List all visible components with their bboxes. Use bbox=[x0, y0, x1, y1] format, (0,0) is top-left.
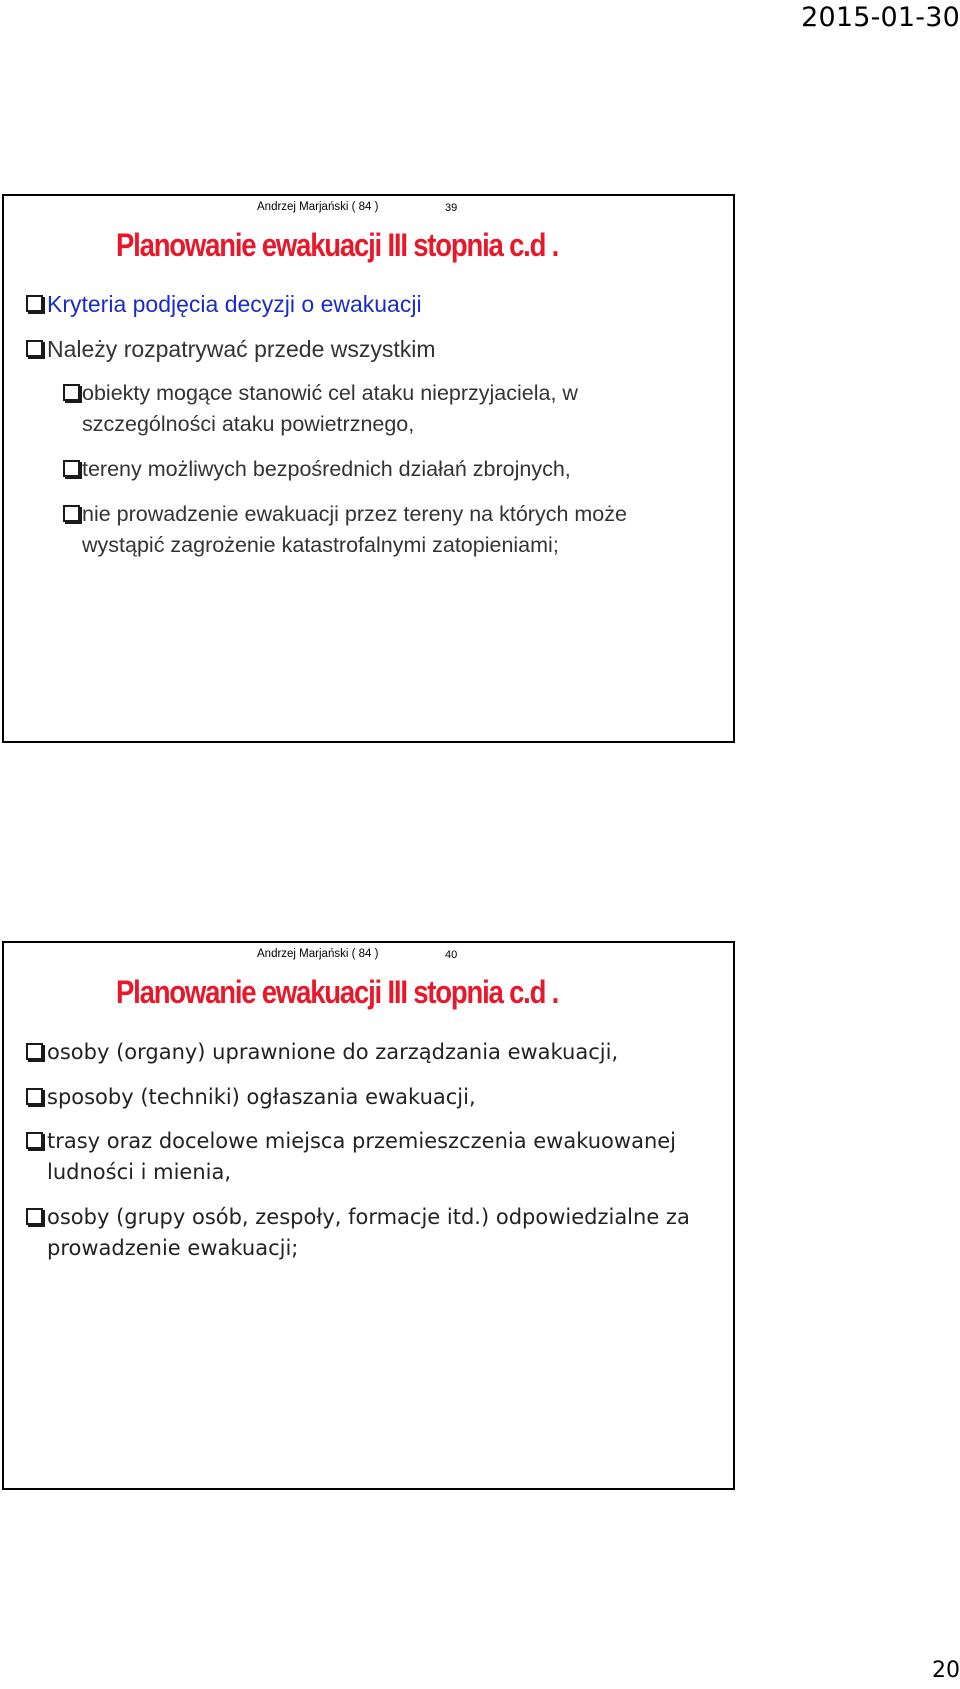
list-item bbox=[63, 378, 578, 440]
slide-header bbox=[257, 201, 458, 214]
slide-40 bbox=[2, 941, 735, 1490]
slide-39 bbox=[2, 194, 735, 743]
checkbox-square-icon bbox=[26, 1088, 43, 1105]
checkbox-square-icon bbox=[63, 505, 80, 522]
checkbox-square-icon bbox=[26, 295, 43, 312]
bullet-text: osoby (organy) uprawnione do zarządzania ewakuacji, bbox=[47, 1040, 619, 1064]
list-item bbox=[26, 289, 422, 320]
list-item bbox=[26, 1126, 676, 1188]
bullet-text: tereny możliwych bezpośrednich działań zbrojnych, bbox=[82, 457, 571, 481]
slide-number: 40 bbox=[445, 949, 458, 961]
bullet-text: Należy rozpatrywać przede wszystkim bbox=[47, 336, 436, 362]
list-item bbox=[26, 1202, 690, 1264]
checkbox-square-icon bbox=[63, 384, 80, 401]
slide-author: Andrzej Marjański ( 84 ) bbox=[257, 201, 379, 213]
bullet-text: Kryteria podjęcia decyzji o ewakuacji bbox=[47, 291, 422, 317]
checkbox-square-icon bbox=[26, 340, 43, 357]
bullet-text: sposoby (techniki) ogłaszania ewakuacji, bbox=[47, 1085, 476, 1109]
slide-header bbox=[257, 948, 458, 961]
slide-number: 39 bbox=[445, 202, 458, 214]
list-item bbox=[63, 499, 627, 561]
bullet-text: trasy oraz docelowe miejsca przemieszczenia ewakuowanej ludności i mienia, bbox=[47, 1129, 677, 1184]
list-item bbox=[26, 1082, 476, 1113]
page-number: 20 bbox=[932, 1658, 960, 1683]
checkbox-square-icon bbox=[26, 1208, 43, 1225]
list-item bbox=[26, 334, 436, 365]
slide-title: Planowanie ewakuacji III stopnia c.d . bbox=[116, 227, 559, 263]
bullet-text: obiekty mogące stanowić cel ataku nieprzyjaciela, w szczególności ataku powietrznego, bbox=[82, 381, 578, 436]
bullet-text: osoby (grupy osób, zespoły, formacje itd.) odpowiedzialne za prowadzenie ewakuacji; bbox=[47, 1205, 690, 1260]
list-item bbox=[26, 1037, 618, 1068]
slide-title: Planowanie ewakuacji III stopnia c.d . bbox=[116, 974, 559, 1010]
slide-author: Andrzej Marjański ( 84 ) bbox=[257, 948, 379, 960]
checkbox-square-icon bbox=[26, 1043, 43, 1060]
checkbox-square-icon bbox=[63, 460, 80, 477]
page-date: 2015-01-30 bbox=[801, 2, 960, 33]
checkbox-square-icon bbox=[26, 1132, 43, 1149]
bullet-text: nie prowadzenie ewakuacji przez tereny na których może wystąpić zagrożenie katastrofalnymi zatopieniami; bbox=[82, 502, 627, 557]
list-item bbox=[63, 454, 571, 485]
